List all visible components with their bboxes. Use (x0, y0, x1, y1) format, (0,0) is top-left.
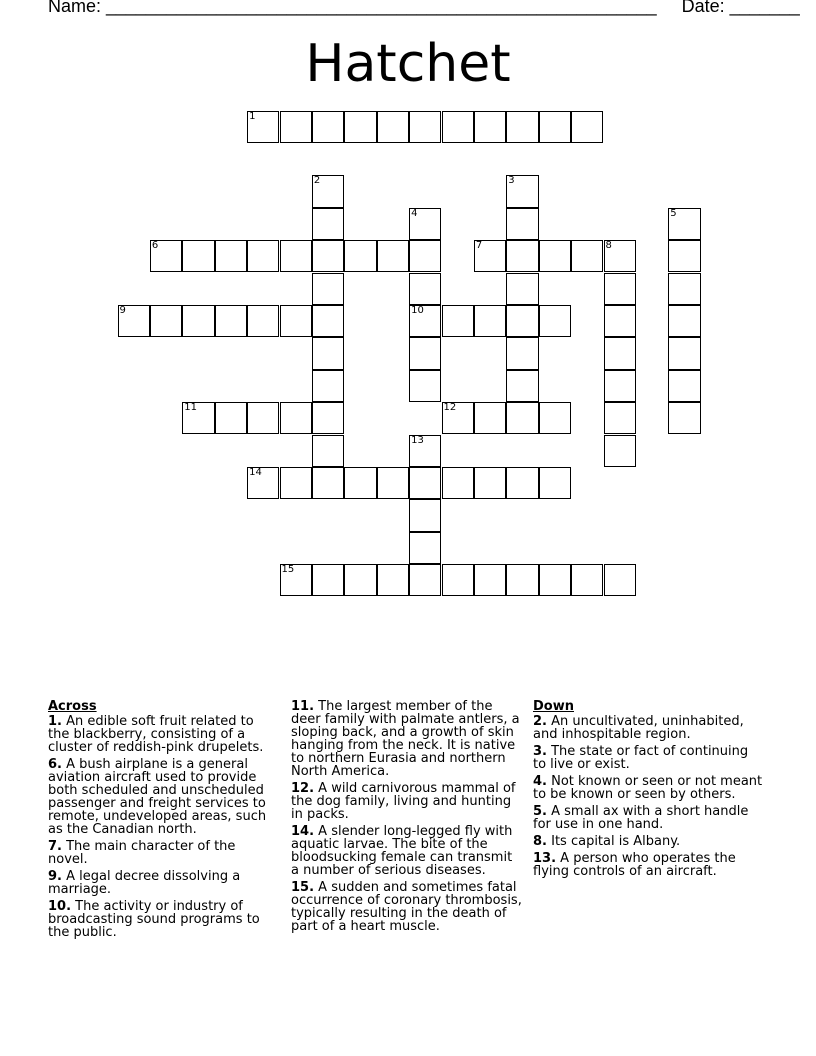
clue-number: 4 (411, 207, 418, 219)
down-heading: Down (533, 699, 574, 714)
grid-cell[interactable] (442, 402, 474, 434)
grid-cell[interactable] (409, 370, 441, 402)
grid-cell[interactable] (312, 402, 344, 434)
clue-item (48, 840, 270, 866)
grid-cell[interactable] (312, 208, 344, 240)
clues-column-1 (48, 700, 270, 943)
clue-item (533, 775, 763, 801)
grid-cell[interactable] (604, 564, 636, 596)
grid-cell[interactable] (506, 240, 538, 272)
clue-item (533, 715, 763, 741)
grid-cell[interactable] (377, 467, 409, 499)
grid-cell[interactable] (506, 175, 538, 207)
clue-item (48, 900, 270, 939)
grid-cell[interactable] (506, 337, 538, 369)
grid-cell[interactable] (215, 240, 247, 272)
clue-text: An edible soft fruit related to the blackberry, consisting of a cluster of reddish-pink drupelets. (48, 714, 264, 755)
clue-number-label: 12. (291, 781, 315, 796)
clue-text: A small ax with a short handle for use in one hand. (533, 804, 749, 832)
clue-number: 15 (281, 564, 295, 576)
clue-item (48, 870, 270, 896)
clue-number-label: 4. (533, 774, 547, 789)
grid-cell[interactable] (668, 370, 700, 402)
grid-cell[interactable] (344, 111, 376, 143)
clue-number: 13 (411, 434, 424, 446)
grid-cell[interactable] (539, 467, 571, 499)
grid-cell[interactable] (668, 337, 700, 369)
clue-text: The state or fact of continuing to live or exist. (533, 744, 749, 772)
grid-cell[interactable] (409, 111, 441, 143)
grid-cell[interactable] (247, 402, 279, 434)
grid-cell[interactable] (604, 273, 636, 305)
grid-cell[interactable] (474, 564, 506, 596)
grid-cell[interactable] (280, 305, 312, 337)
grid-cell[interactable] (280, 240, 312, 272)
grid-cell[interactable] (312, 435, 344, 467)
grid-cell[interactable] (409, 305, 441, 337)
clue-text: Not known or seen or not meant to be known or seen by others. (533, 774, 763, 802)
clue-text: A slender long-legged fly with aquatic larvae. The bite of the bloodsucking female can transmit a number of serious diseases. (291, 824, 513, 878)
grid-cell[interactable] (312, 111, 344, 143)
grid-cell[interactable] (604, 370, 636, 402)
clue-text: The main character of the novel. (48, 839, 236, 867)
clue-number-label: 5. (533, 804, 547, 819)
grid-cell[interactable] (182, 240, 214, 272)
grid-cell[interactable] (280, 467, 312, 499)
clue-number-label: 11. (291, 699, 315, 714)
grid-cell[interactable] (150, 240, 182, 272)
clue-number: 5 (670, 207, 677, 219)
grid-cell[interactable] (312, 370, 344, 402)
grid-cell[interactable] (442, 111, 474, 143)
grid-cell[interactable] (247, 111, 279, 143)
grid-cell[interactable] (506, 208, 538, 240)
grid-cell[interactable] (474, 240, 506, 272)
grid-cell[interactable] (409, 532, 441, 564)
clue-number: 8 (605, 240, 612, 252)
clues-column-2 (291, 700, 523, 937)
grid-cell[interactable] (182, 402, 214, 434)
clue-number: 11 (184, 402, 198, 414)
grid-cell[interactable] (571, 240, 603, 272)
grid-cell[interactable] (409, 273, 441, 305)
grid-cell[interactable] (247, 240, 279, 272)
grid-cell[interactable] (604, 435, 636, 467)
clue-text: The largest member of the deer family with palmate antlers, a sloping back, and a growth of skin hanging from the neck. It is native to northern Eurasia and northern North America. (291, 699, 520, 779)
grid-cell[interactable] (474, 111, 506, 143)
clue-number: 10 (411, 304, 424, 316)
name-date-line: Name: _______________________________________________________ Date: _______ (48, 0, 800, 16)
grid-cell[interactable] (506, 564, 538, 596)
across-heading: Across (48, 699, 97, 714)
clue-item (291, 782, 523, 821)
grid-cell[interactable] (668, 240, 700, 272)
clue-number: 6 (151, 240, 159, 252)
clue-item (48, 758, 270, 836)
clue-number-label: 1. (48, 714, 62, 729)
grid-cell[interactable] (312, 175, 344, 207)
grid-cell[interactable] (312, 564, 344, 596)
grid-cell[interactable] (506, 305, 538, 337)
grid-cell[interactable] (215, 305, 247, 337)
grid-cell[interactable] (506, 467, 538, 499)
clue-item (291, 825, 523, 877)
grid-cell[interactable] (604, 402, 636, 434)
clue-number: 7 (475, 240, 483, 252)
grid-cell[interactable] (247, 467, 279, 499)
grid-cell[interactable] (571, 111, 603, 143)
grid-cell[interactable] (377, 111, 409, 143)
grid-cell[interactable] (409, 467, 441, 499)
clue-number: 3 (508, 175, 515, 187)
grid-cell[interactable] (442, 564, 474, 596)
clue-number-label: 8. (533, 834, 547, 849)
clue-item (48, 715, 270, 754)
grid-cell[interactable] (442, 305, 474, 337)
grid-cell[interactable] (539, 402, 571, 434)
clue-item (291, 881, 523, 933)
clue-number-label: 2. (533, 714, 547, 729)
clue-number-label: 9. (48, 869, 62, 884)
grid-cell[interactable] (247, 305, 279, 337)
clue-text: A bush airplane is a general aviation aircraft used to provide both scheduled and unscheduled passenger and freight services to remote, undeveloped areas, such as the Canadian north. (48, 757, 267, 837)
grid-cell[interactable] (344, 240, 376, 272)
grid-cell[interactable] (506, 111, 538, 143)
grid-cell[interactable] (442, 467, 474, 499)
clue-text: A sudden and sometimes fatal occurrence of coronary thrombosis, typically resulting in the death of part of a heart muscle. (291, 880, 522, 934)
grid-cell[interactable] (474, 402, 506, 434)
grid-cell[interactable] (409, 499, 441, 531)
grid-cell[interactable] (182, 305, 214, 337)
clue-item (533, 835, 763, 848)
grid-cell[interactable] (409, 435, 441, 467)
grid-cell[interactable] (539, 240, 571, 272)
clue-text: The activity or industry of broadcasting sound programs to the public. (48, 899, 260, 940)
clue-number-label: 7. (48, 839, 62, 854)
grid-cell[interactable] (604, 240, 636, 272)
grid-cell[interactable] (312, 467, 344, 499)
grid-cell[interactable] (539, 111, 571, 143)
grid-cell[interactable] (604, 305, 636, 337)
grid-cell[interactable] (377, 564, 409, 596)
clue-number-label: 3. (533, 744, 547, 759)
grid-cell[interactable] (312, 305, 344, 337)
clue-number: 1 (249, 110, 256, 122)
grid-cell[interactable] (604, 337, 636, 369)
grid-cell[interactable] (312, 337, 344, 369)
clue-number-label: 13. (533, 851, 557, 866)
clue-item (291, 700, 523, 778)
grid-cell[interactable] (668, 305, 700, 337)
grid-cell[interactable] (474, 305, 506, 337)
grid-cell[interactable] (539, 564, 571, 596)
clue-number-label: 10. (48, 899, 72, 914)
grid-cell[interactable] (539, 305, 571, 337)
grid-cell[interactable] (571, 564, 603, 596)
grid-cell[interactable] (506, 370, 538, 402)
grid-cell[interactable] (668, 208, 700, 240)
clue-item (533, 852, 763, 878)
grid-cell[interactable] (215, 402, 247, 434)
grid-cell[interactable] (409, 208, 441, 240)
page-title: Hatchet (305, 34, 511, 94)
grid-cell[interactable] (344, 467, 376, 499)
clue-text: An uncultivated, uninhabited, and inhospitable region. (533, 714, 744, 742)
grid-cell[interactable] (474, 467, 506, 499)
grid-cell[interactable] (506, 273, 538, 305)
grid-cell[interactable] (280, 111, 312, 143)
clue-item (533, 745, 763, 771)
grid-cell[interactable] (312, 240, 344, 272)
grid-cell[interactable] (118, 305, 150, 337)
grid-cell[interactable] (377, 240, 409, 272)
grid-cell[interactable] (506, 402, 538, 434)
clue-text: A wild carnivorous mammal of the dog family, living and hunting in packs. (291, 781, 516, 822)
grid-cell[interactable] (668, 402, 700, 434)
grid-cell[interactable] (280, 564, 312, 596)
clue-text: A legal decree dissolving a marriage. (48, 869, 241, 897)
clue-number: 12 (443, 402, 457, 414)
clue-number-label: 6. (48, 757, 62, 772)
clue-text: A person who operates the flying controls of an aircraft. (533, 851, 736, 879)
clue-number-label: 15. (291, 880, 315, 895)
grid-cell[interactable] (409, 240, 441, 272)
clue-number: 14 (249, 466, 262, 478)
clue-item (533, 805, 763, 831)
grid-cell[interactable] (668, 273, 700, 305)
clues-column-3 (533, 700, 763, 882)
grid-cell[interactable] (409, 337, 441, 369)
grid-cell[interactable] (409, 564, 441, 596)
clue-text: Its capital is Albany. (546, 834, 681, 849)
clue-number-label: 14. (291, 824, 315, 839)
grid-cell[interactable] (344, 564, 376, 596)
grid-cell[interactable] (280, 402, 312, 434)
clue-number: 9 (119, 304, 126, 316)
grid-cell[interactable] (312, 273, 344, 305)
grid-cell[interactable] (150, 305, 182, 337)
clue-number: 2 (313, 175, 321, 187)
